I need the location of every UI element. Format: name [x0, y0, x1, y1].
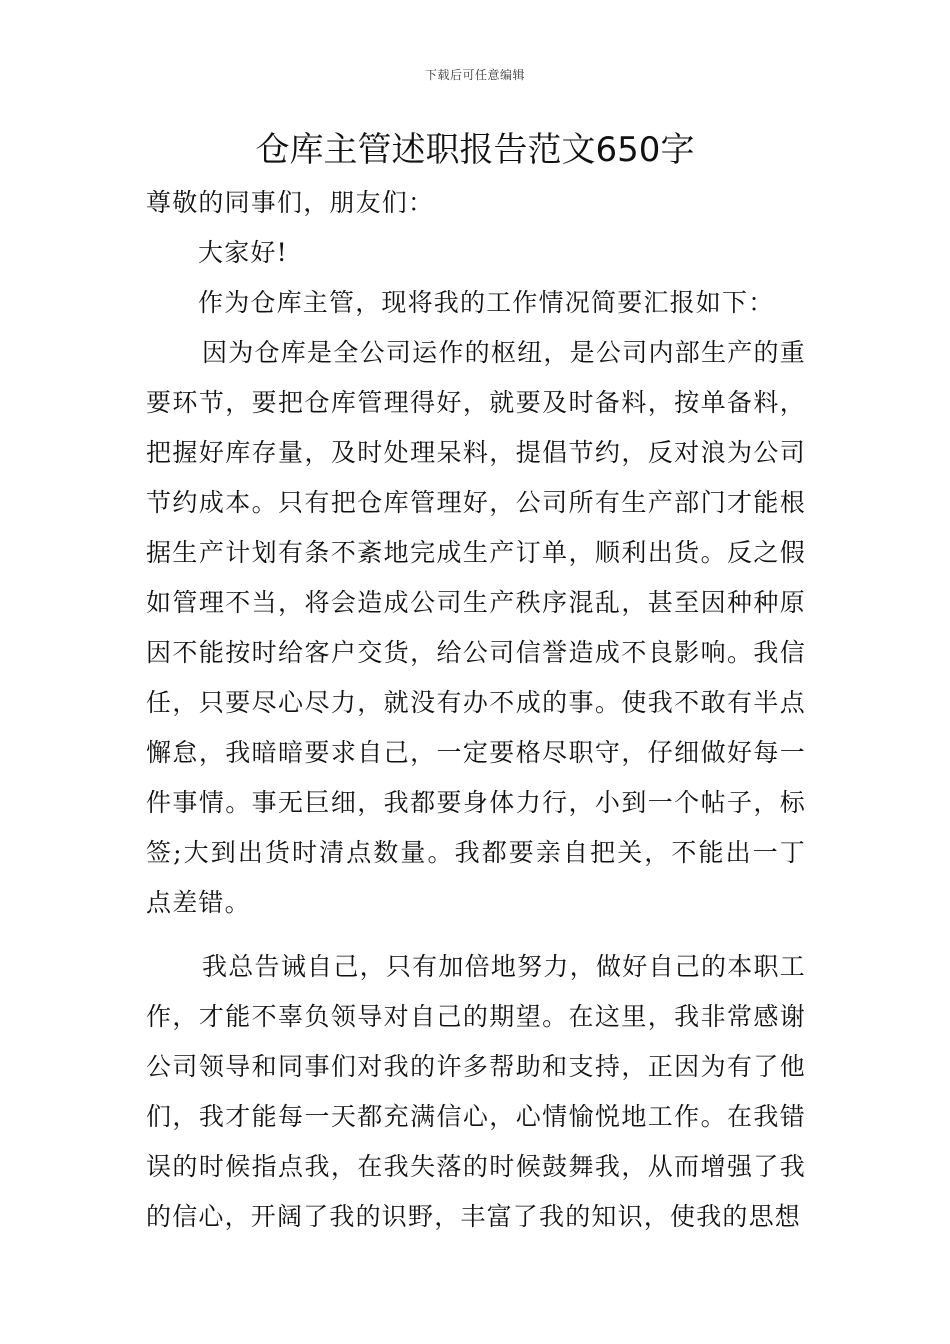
body-paragraph-2: 我总告诫自己，只有加倍地努力，做好自己的本职工作，才能不辜负领导对自己的期望。在这里，我非常感谢公司领导和同事们对我的许多帮助和支持，正因为有了他们，我才能每一天都充满信心，心情愉悦地工作。在我错误的时候指点我，在我失落的时候鼓舞我，从而增强了我的信心，开阔了我的识野，丰富了我的知识，使我的思想 [146, 952, 806, 1231]
document-title: 仓库主管述职报告范文650字 [255, 130, 695, 170]
header-note: 下载后可任意编辑 [424, 68, 525, 82]
salutation: 尊敬的同事们，朋友们： [146, 188, 435, 217]
document-body [146, 178, 806, 1242]
body-paragraph-1: 因为仓库是全公司运作的枢纽，是公司内部生产的重要环节，要把仓库管理得好，就要及时备料，按单备料，把握好库存量，及时处理呆料，提倡节约，反对浪为公司节约成本。只有把仓库管理好，公司所有生产部门才能根据生产计划有条不紊地完成生产订单，顺利出货。反之假如管理不当，将会造成公司生产秩序混乱，甚至因种种原因不能按时给客户交货，给公司信誉造成不良影响。我信任，只要尽心尽力，就没有办不成的事。使我不敢有半点懈怠，我暗暗要求自己，一定要格尽职守，仔细做好每一件事情。事无巨细，我都要身体力行，小到一个帖子，标签;大到出货时清点数量。我都要亲自把关，不能出一丁点差错。 [146, 338, 806, 917]
intro-paragraph: 作为仓库主管，现将我的工作情况简要汇报如下： [198, 288, 775, 317]
greeting: 大家好! [198, 238, 288, 267]
